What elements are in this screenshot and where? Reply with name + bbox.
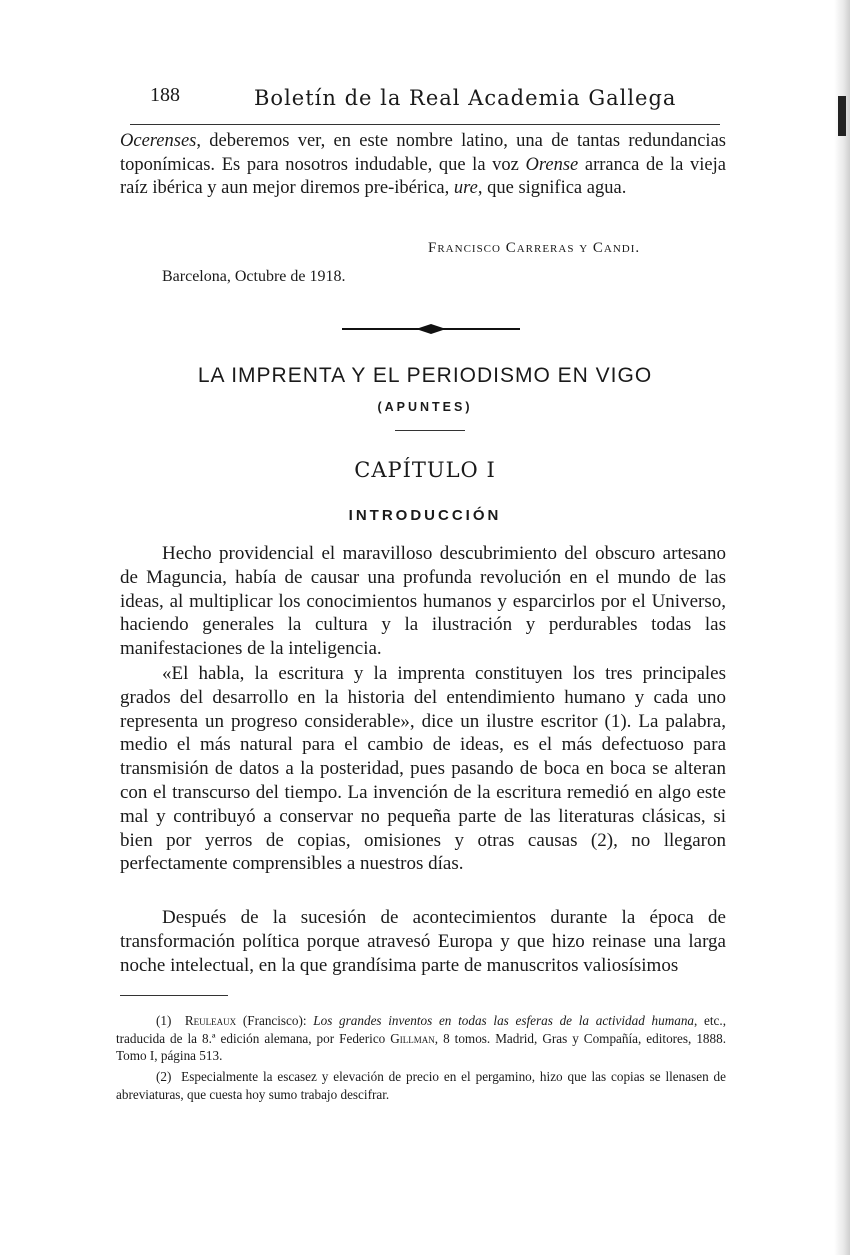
footnote-1 bbox=[116, 1012, 726, 1065]
section-heading: INTRODUCCIÓN bbox=[348, 507, 502, 524]
body-paragraph-1: Hecho providencial el maravilloso descubrimiento del obscuro artesano de Maguncia, había de causar una profunda revolución en el mundo de las ideas, al multiplicar los conocimientos humanos y esparcirlos por el Universo, haciendo generales la cultura y la ilustración y perdurables todas las manifestaciones de la inteligencia. bbox=[120, 543, 726, 660]
footnote-1-text-c: , 8 tomos. Madrid, Gras y Compañía, editores, 1888. Tomo I, página 513. bbox=[116, 1030, 727, 1063]
page-number: 188 bbox=[150, 84, 180, 106]
author-signature: Francisco Carreras y Candi. bbox=[428, 240, 641, 256]
footnote-1-text-a: (Francisco): bbox=[236, 1013, 314, 1028]
footnote-1-author: Reuleaux bbox=[184, 1013, 237, 1028]
body-paragraph-2: «El habla, la escritura y la imprenta constituyen los tres principales grados del desarrollo en la historia del entendimiento humano y cada uno representa un progreso considerable», dice un ilustre escritor (1). La palabra, medio el más natural para el cambio de ideas, es el más defectuoso para transmisión de datos a la posteridad, pues pasando de boca en boca se alteran con el transcurso del tiempo. La invención de la escritura remedió en algo este mal y contribuyó a conservar no pequeña parte de las literaturas clásicas, si bien por yerros de copias, omisiones y otras causas (2), no llegaron perfectamente comprensibles a nuestros días. bbox=[120, 663, 726, 875]
footnote-1-title: Los grandes inventos en todas las esferas de la actividad humana bbox=[313, 1013, 695, 1028]
page-header bbox=[150, 84, 720, 114]
closing-paragraph bbox=[120, 130, 726, 201]
article-subtitle: (APUNTES) bbox=[377, 400, 473, 414]
article-title: LA IMPRENTA Y EL PERIODISMO EN VIGO bbox=[197, 364, 653, 387]
footnote-1-translator: Gillman bbox=[390, 1030, 435, 1046]
closing-text-3: , que significa agua. bbox=[477, 178, 627, 198]
ure-word: ure bbox=[453, 178, 478, 198]
orense-word: Orense bbox=[525, 154, 579, 175]
title-rule bbox=[395, 430, 465, 431]
body-paragraph-3: Después de la sucesión de acontecimientos durante la época de transformación política porque atravesó Europa y que hizo reinase una larga noche intelectual, en la que grandísima parte de manuscritos valiosísimos bbox=[120, 907, 726, 976]
footnote-2-text: Especialmente la escasez y elevación de precio en el pergamino, hizo que las copias se llenasen de abreviaturas, que cuesta hoy sumo trabajo descifrar. bbox=[116, 1069, 726, 1102]
footnote-1-text-b: , etc., traducida de la 8.ª edición alemana, por Federico bbox=[116, 1013, 726, 1046]
page-edge-mark bbox=[838, 96, 846, 136]
running-head: Boletín de la Real Academia Gallega bbox=[254, 86, 677, 110]
footnote-rule bbox=[120, 995, 228, 996]
closing-text-1: , deberemos ver, en este nombre latino, una de tantas redundancias toponímicas. Es para nosotros indudable, que la voz bbox=[120, 131, 726, 175]
ocerenses-word: Ocerenses bbox=[120, 131, 197, 151]
footnote-2-marker: (2) bbox=[156, 1069, 172, 1084]
page-edge bbox=[834, 0, 850, 1255]
closing-text-2: arranca de la vieja raíz ibérica y aun mejor diremos pre-ibérica, bbox=[120, 154, 726, 198]
footnote-1-marker: (1) bbox=[156, 1013, 172, 1028]
footnote-2 bbox=[116, 1068, 726, 1103]
dateline: Barcelona, Octubre de 1918. bbox=[162, 268, 346, 285]
ornament-divider bbox=[342, 321, 520, 337]
chapter-heading: CAPÍTULO I bbox=[354, 458, 496, 482]
header-rule bbox=[130, 124, 720, 125]
